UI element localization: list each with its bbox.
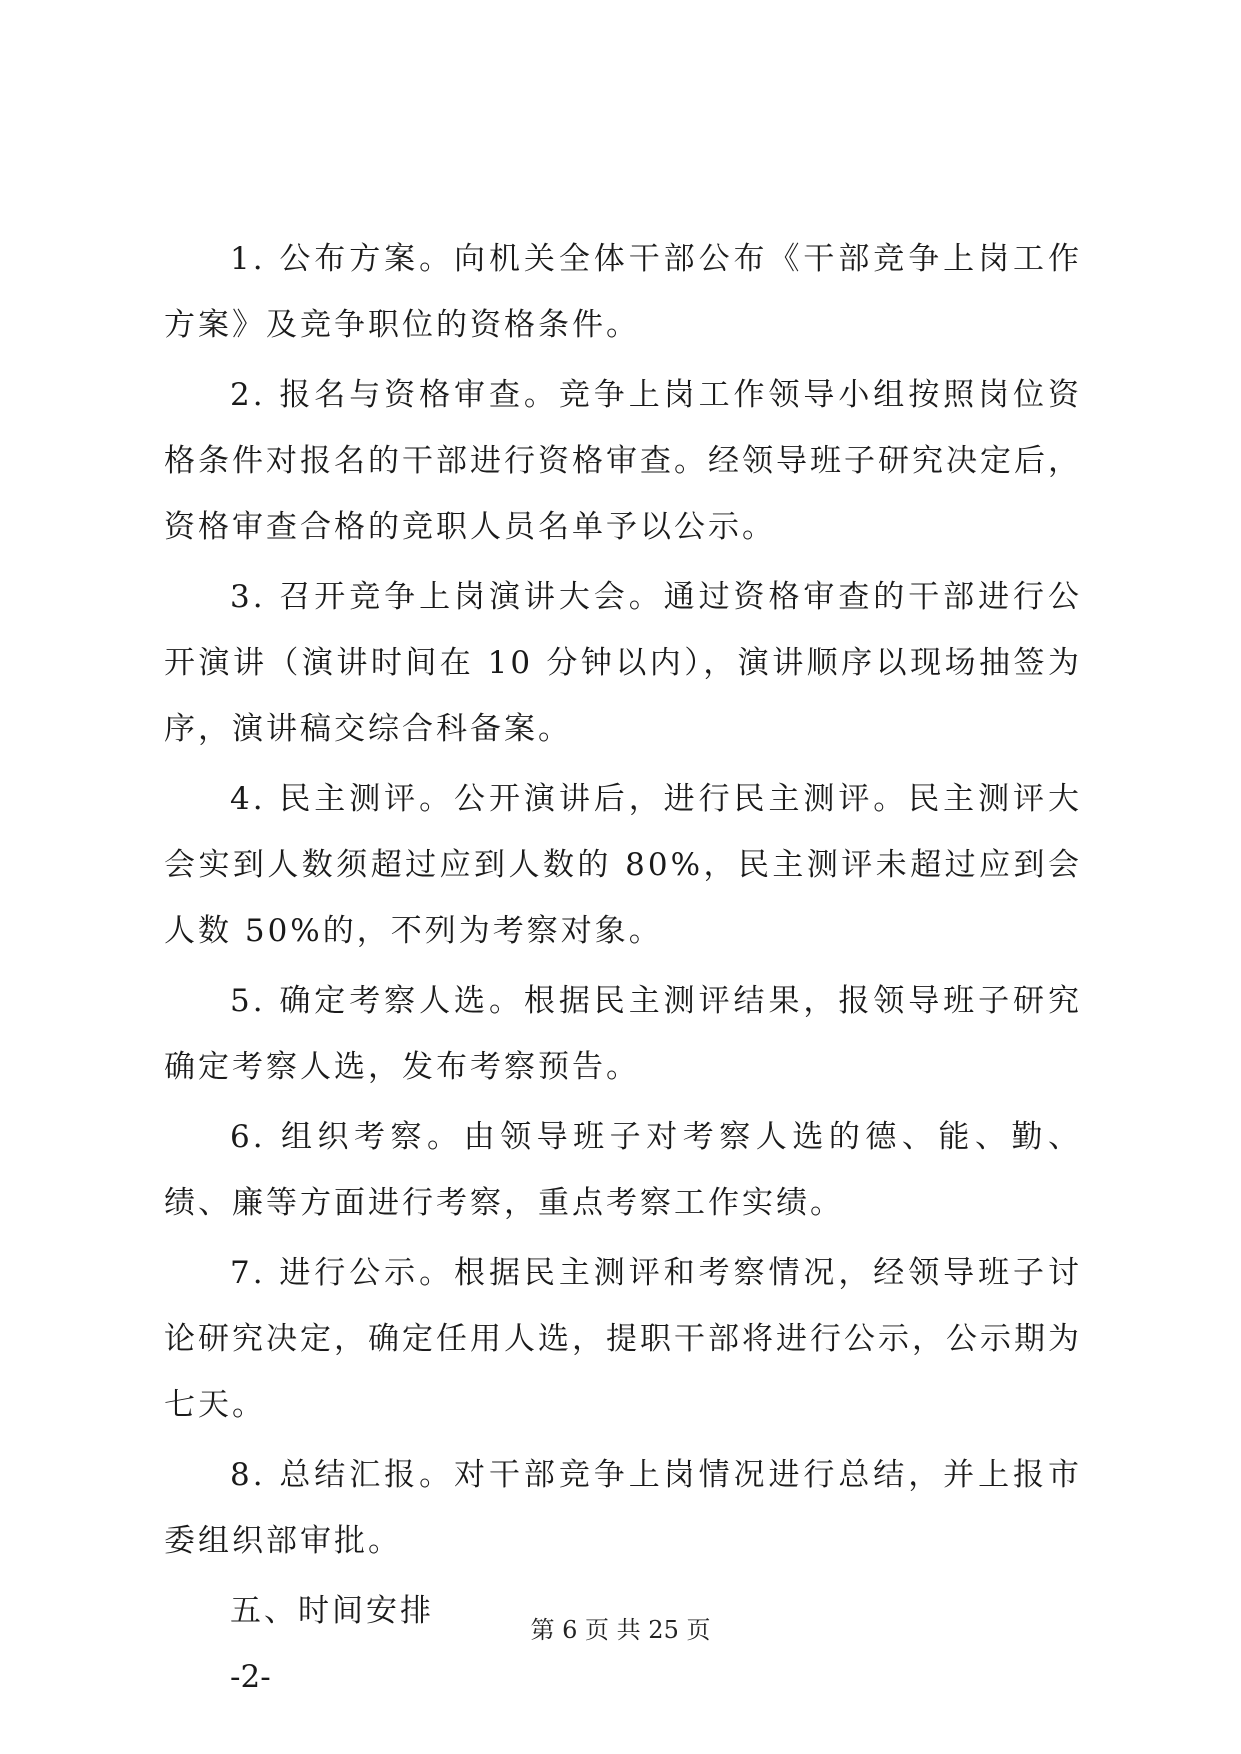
paragraph-3: 3. 召开竞争上岗演讲大会。通过资格审查的干部进行公开演讲（演讲时间在 10 分钟以内），演讲顺序以现场抽签为序，演讲稿交综合科备案。 (164, 579, 1082, 747)
paragraph-8: 8. 总结汇报。对干部竞争上岗情况进行总结，并上报市委组织部审批。 (164, 1457, 1082, 1559)
page-footer: 第 6 页 共 25 页 (530, 1616, 711, 1644)
section-heading: 五、时间安排 (230, 1593, 434, 1629)
document-body (164, 226, 1082, 1710)
paragraph-6: 6. 组织考察。由领导班子对考察人选的德、能、勤、绩、廉等方面进行考察，重点考察工作实绩。 (164, 1119, 1082, 1221)
paragraph-7: 7. 进行公示。根据民主测评和考察情况，经领导班子讨论研究决定，确定任用人选，提职干部将进行公示，公示期为七天。 (164, 1255, 1082, 1423)
paragraph-4: 4. 民主测评。公开演讲后，进行民主测评。民主测评大会实到人数须超过应到人数的 80%，民主测评未超过应到会人数 50%的，不列为考察对象。 (164, 781, 1082, 949)
paragraph-5: 5. 确定考察人选。根据民主测评结果，报领导班子研究确定考察人选，发布考察预告。 (164, 983, 1082, 1085)
inner-page-number: -2- (230, 1659, 271, 1695)
paragraph-1: 1. 公布方案。向机关全体干部公布《干部竞争上岗工作方案》及竞争职位的资格条件。 (164, 241, 1082, 343)
paragraph-2: 2. 报名与资格审查。竞争上岗工作领导小组按照岗位资格条件对报名的干部进行资格审查。经领导班子研究决定后，资格审查合格的竞职人员名单予以公示。 (164, 377, 1082, 545)
